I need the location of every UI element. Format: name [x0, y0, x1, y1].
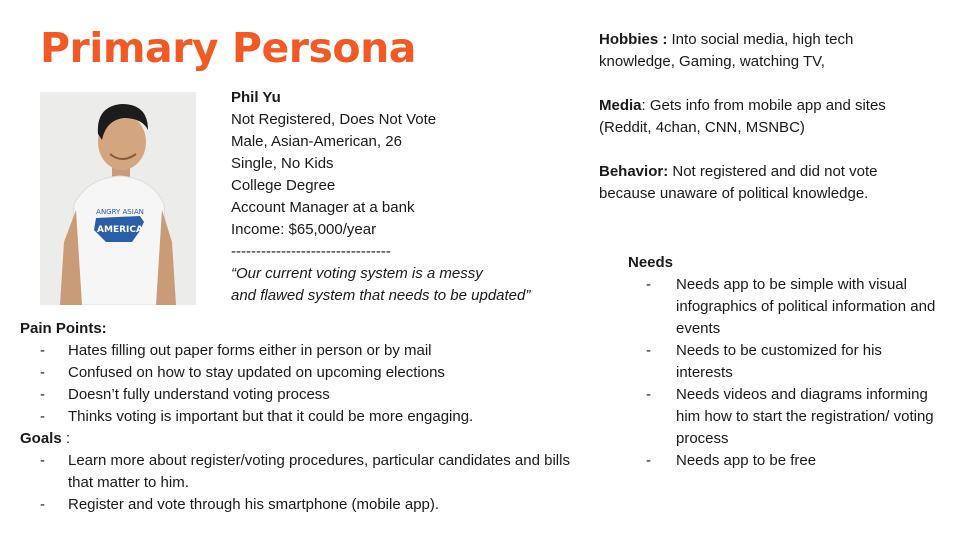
pain-points-section	[20, 318, 580, 516]
list-item: - Needs app to be simple with visual infographics of political information and events	[628, 274, 938, 340]
persona-details	[599, 29, 919, 227]
profile-line: Account Manager at a bank	[231, 199, 415, 216]
pain-points-list	[20, 340, 580, 428]
goals-list	[20, 450, 580, 516]
hobbies-paragraph	[599, 29, 919, 73]
list-item: - Register and vote through his smartphone (mobile app).	[20, 494, 580, 516]
profile-line: Single, No Kids	[231, 155, 334, 172]
profile-line: College Degree	[231, 177, 336, 194]
goals-heading-suffix: :	[61, 430, 71, 447]
needs-list	[628, 274, 938, 472]
behavior-paragraph	[599, 161, 919, 205]
list-item: - Needs videos and diagrams informing him how to start the registration/ voting process	[628, 384, 938, 450]
hobbies-label: Hobbies :	[599, 31, 668, 48]
profile-line: Not Registered, Does Not Vote	[231, 111, 437, 128]
persona-name: Phil Yu	[231, 89, 281, 106]
list-item: - Needs to be customized for his interests	[628, 340, 938, 384]
list-item: - Learn more about register/voting procedures, particular candidates and bills that matter to him.	[20, 450, 580, 494]
needs-section	[628, 252, 938, 472]
hobbies-text: Into social media, high tech knowledge, Gaming, watching TV,	[599, 31, 854, 70]
list-item: - Thinks voting is important but that it could be more engaging.	[20, 406, 580, 428]
media-text: : Gets info from mobile app and sites (Reddit, 4chan, CNN, MSNBC)	[599, 97, 886, 136]
media-paragraph	[599, 95, 919, 139]
media-label: Media	[599, 97, 642, 114]
persona-quote-line: and flawed system that needs to be updated”	[231, 287, 531, 304]
shirt-text-top: ANGRY ASIAN	[96, 208, 144, 216]
list-item: - Doesn’t fully understand voting process	[20, 384, 580, 406]
persona-photo	[40, 92, 196, 305]
profile-line: Male, Asian-American, 26	[231, 133, 402, 150]
behavior-text: Not registered and did not vote because unaware of political knowledge.	[599, 163, 878, 202]
goals-heading-row	[20, 428, 580, 450]
persona-quote-line: “Our current voting system is a messy	[231, 265, 483, 282]
list-item: - Hates filling out paper forms either in person or by mail	[20, 340, 580, 362]
needs-heading: Needs	[628, 254, 674, 271]
persona-illustration	[40, 92, 196, 305]
profile-line: Income: $65,000/year	[231, 221, 377, 238]
profile-divider: --------------------------------	[231, 243, 391, 260]
page-title: Primary Persona	[40, 24, 416, 72]
behavior-label: Behavior:	[599, 163, 669, 180]
list-item: - Needs app to be free	[628, 450, 938, 472]
pain-points-heading: Pain Points:	[20, 320, 107, 337]
persona-profile	[231, 87, 581, 307]
shirt-text-bottom: AMERICA	[97, 225, 143, 235]
goals-heading: Goals	[20, 430, 62, 447]
list-item: - Confused on how to stay updated on upcoming elections	[20, 362, 580, 384]
